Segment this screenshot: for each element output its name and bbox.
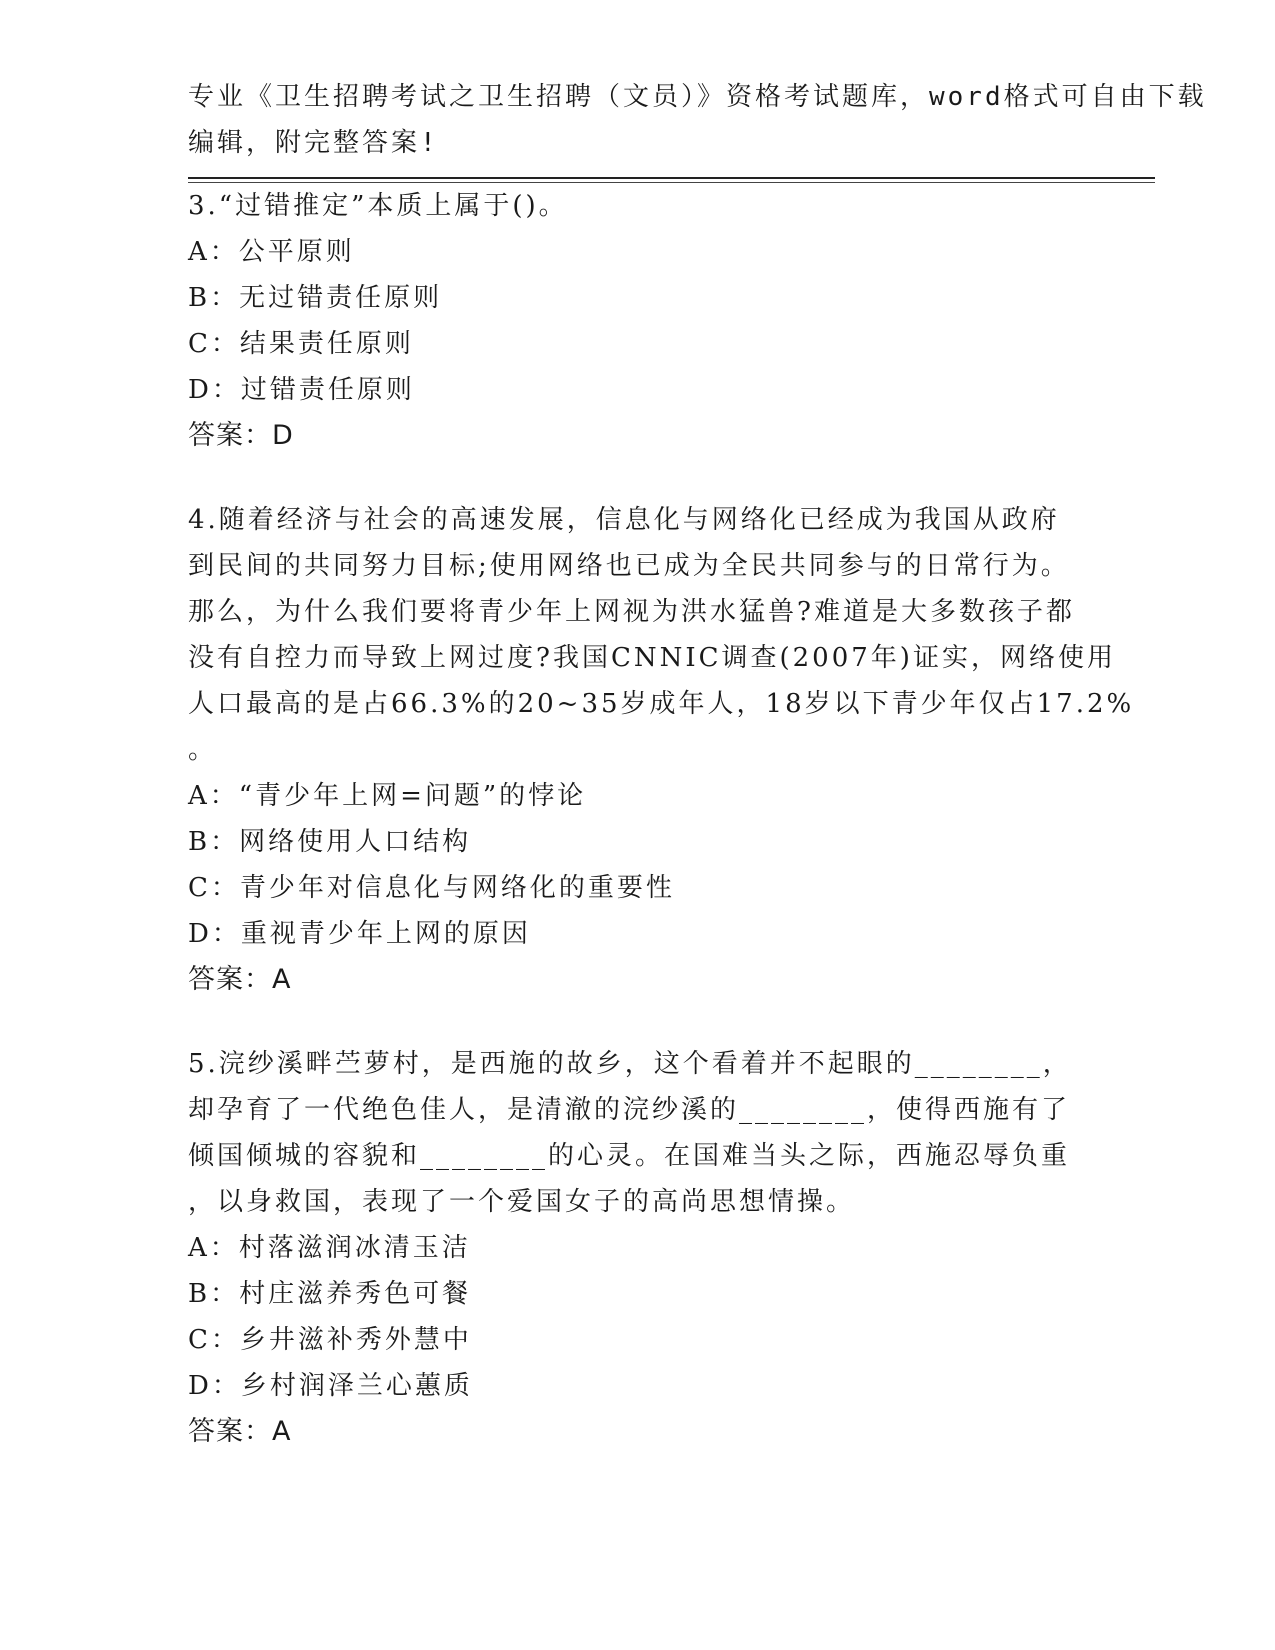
option-c: C：青少年对信息化与网络化的重要性 bbox=[188, 873, 675, 903]
question-stem-line: 人口最高的是占66.3%的20~35岁成年人，18岁以下青少年仅占17.2% bbox=[188, 689, 1135, 719]
question-stem-line: 倾国倾城的容貌和________的心灵。在国难当头之际，西施忍辱负重 bbox=[188, 1141, 1071, 1171]
question-stem-line: ，以身救国，表现了一个爱国女子的高尚思想情操。 bbox=[188, 1187, 856, 1217]
header-divider-thick bbox=[188, 177, 1155, 179]
option-d: D：乡村润泽兰心蕙质 bbox=[188, 1371, 473, 1401]
answer-label: 答案：A bbox=[188, 1416, 292, 1447]
question-stem-line: 。 bbox=[188, 735, 218, 765]
document-header bbox=[188, 74, 1207, 166]
question-stem-line: 到民间的共同努力目标;使用网络也已成为全民共同参与的日常行为。 bbox=[188, 551, 1070, 581]
question-stem-line: 5.浣纱溪畔苎萝村，是西施的故乡，这个看着并不起眼的________， bbox=[188, 1049, 1072, 1079]
option-b: B：网络使用人口结构 bbox=[188, 827, 472, 857]
option-a: A：村落滋润冰清玉洁 bbox=[188, 1233, 471, 1263]
option-b: B：无过错责任原则 bbox=[188, 283, 443, 313]
header-line-1: 专业《卫生招聘考试之卫生招聘（文员）》资格考试题库，word格式可自由下载 bbox=[188, 82, 1207, 112]
answer-label: 答案：A bbox=[188, 964, 292, 995]
option-d: D：重视青少年上网的原因 bbox=[188, 919, 531, 949]
question-stem-line: 那么，为什么我们要将青少年上网视为洪水猛兽?难道是大多数孩子都 bbox=[188, 597, 1075, 627]
question-stem-line: 却孕育了一代绝色佳人，是清澈的浣纱溪的________，使得西施有了 bbox=[188, 1095, 1071, 1125]
option-a: A：公平原则 bbox=[188, 237, 355, 267]
option-b: B：村庄滋养秀色可餐 bbox=[188, 1279, 472, 1309]
option-c: C：乡井滋补秀外慧中 bbox=[188, 1325, 472, 1355]
option-d: D：过错责任原则 bbox=[188, 375, 415, 405]
question-4 bbox=[188, 497, 1135, 1003]
question-stem-line: 4.随着经济与社会的高速发展，信息化与网络化已经成为我国从政府 bbox=[188, 505, 1060, 535]
question-5 bbox=[188, 1041, 1088, 1455]
option-a: A：“青少年上网=问题”的悖论 bbox=[188, 781, 587, 811]
question-stem-line: 3.“过错推定”本质上属于()。 bbox=[188, 191, 568, 221]
question-3 bbox=[188, 183, 1088, 459]
option-c: C：结果责任原则 bbox=[188, 329, 414, 359]
header-line-2: 编辑，附完整答案! bbox=[188, 128, 439, 158]
question-stem-line: 没有自控力而导致上网过度?我国CNNIC调查(2007年)证实，网络使用 bbox=[188, 643, 1116, 673]
answer-label: 答案：D bbox=[188, 420, 294, 451]
